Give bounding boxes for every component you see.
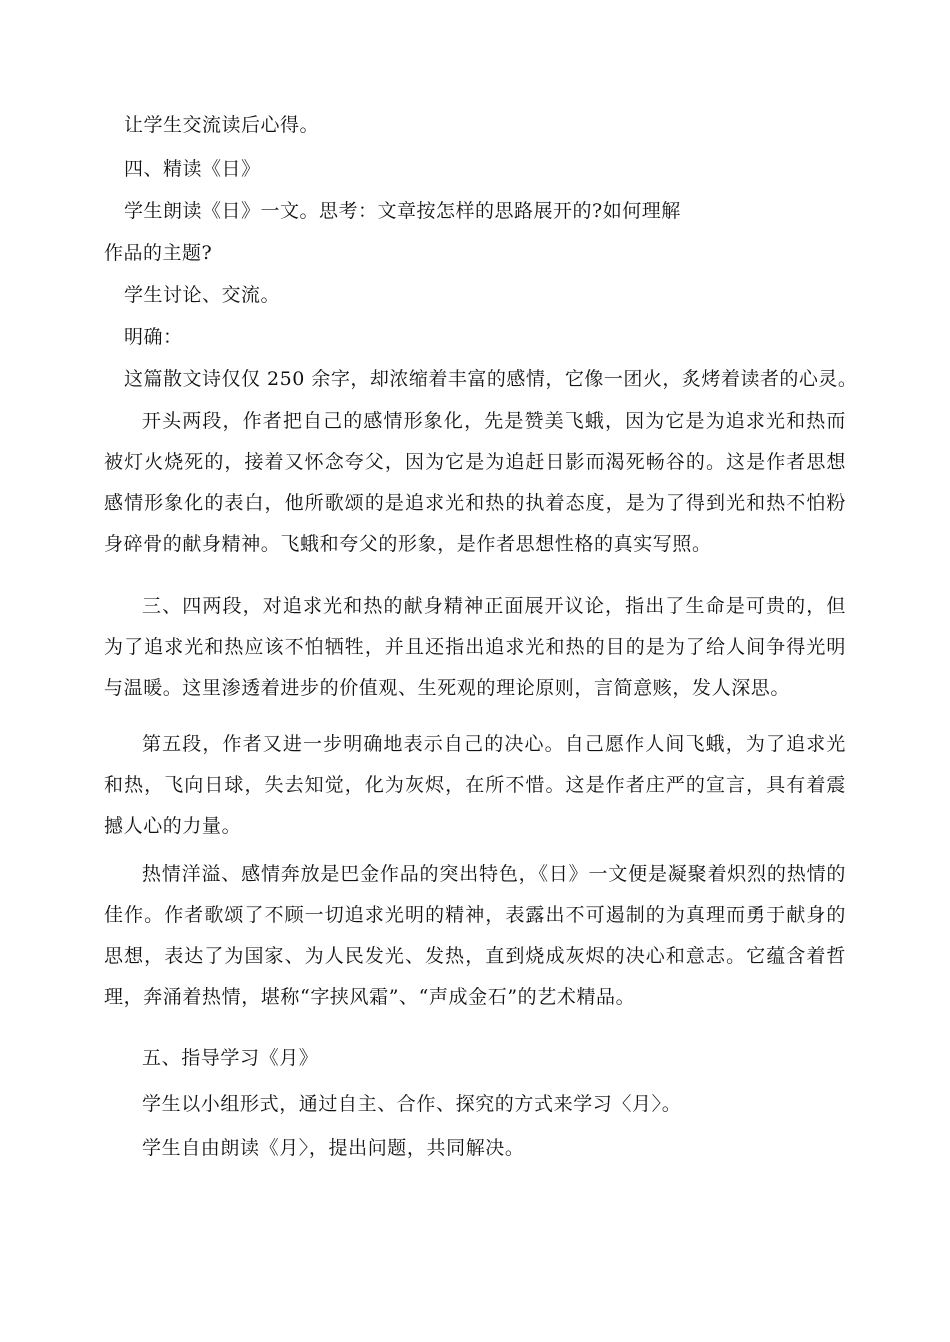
paragraph-style-summary: 热情洋溢、感情奔放是巴金作品的突出特色，《日》一文便是凝聚着炽烈的热情的佳作。作者歌颂了不顾一切追求光明的精神，表露出不可遏制的为真理而勇于献身的思想，表达了为国家、为人民发光、发热，直到烧成灰烬的决心和意志。它蕴含着哲理，奔涌着热情，堪称“字挟风霜”、“声成金石”的艺术精品。 [104,863,846,1008]
paragraph-sections-three-four: 三、四两段，对追求光和热的献身精神正面展开议论，指出了生命是可贵的，但为了追求光和热应该不怕牺牲，并且还指出追求光和热的目的是为了给人间争得光明与温暖。这里渗透着进步的价值观、生死观的理论原则，言简意赅，发人深思。 [104,595,846,699]
text-line-reading-task: 学生朗读《日》一文。思考：文章按怎样的思路展开的?如何理解 [124,200,681,222]
text-line-reading-exchange: 让学生交流读后心得。 [124,114,320,136]
paragraph-group-study: 学生以小组形式，通过自主、合作、探究的方式来学习〈月〉。 [142,1093,682,1115]
text-line-discussion: 学生讨论、交流。 [124,284,281,306]
paragraph-opening-sections: 开头两段，作者把自己的感情形象化，先是赞美飞蛾，因为它是为追求光和热而被灯火烧死的，接着又怀念夸父，因为它是为追赶日影而渴死畅谷的。这是作者思想感情形象化的表白，他所歌颂的是追求光和热的执着态度，是为了得到光和热不怕粉身碎骨的献身精神。飞蛾和夸父的形象，是作者思想性格的真实写照。 [104,410,846,555]
text-line-reading-task-continued: 作品的主题? [104,242,213,264]
section-heading-ri: 四、精读《日》 [124,158,261,180]
text-line-summary: 这篇散文诗仅仅 250 余字，却浓缩着丰富的感情，它像一团火，炙烤着读者的心灵。 [124,368,858,390]
text-line-clarify-label: 明确： [124,326,183,348]
section-heading-yue: 五、指导学习《月》 [142,1047,319,1069]
paragraph-free-reading: 学生自由朗读《月〉，提出问题，共同解决。 [142,1137,525,1159]
paragraph-section-five: 第五段，作者又进一步明确地表示自己的决心。自己愿作人间飞蛾，为了追求光和热，飞向日球，失去知觉，化为灰烬，在所不惜。这是作者庄严的宣言，具有着震撼人心的力量。 [104,733,846,837]
